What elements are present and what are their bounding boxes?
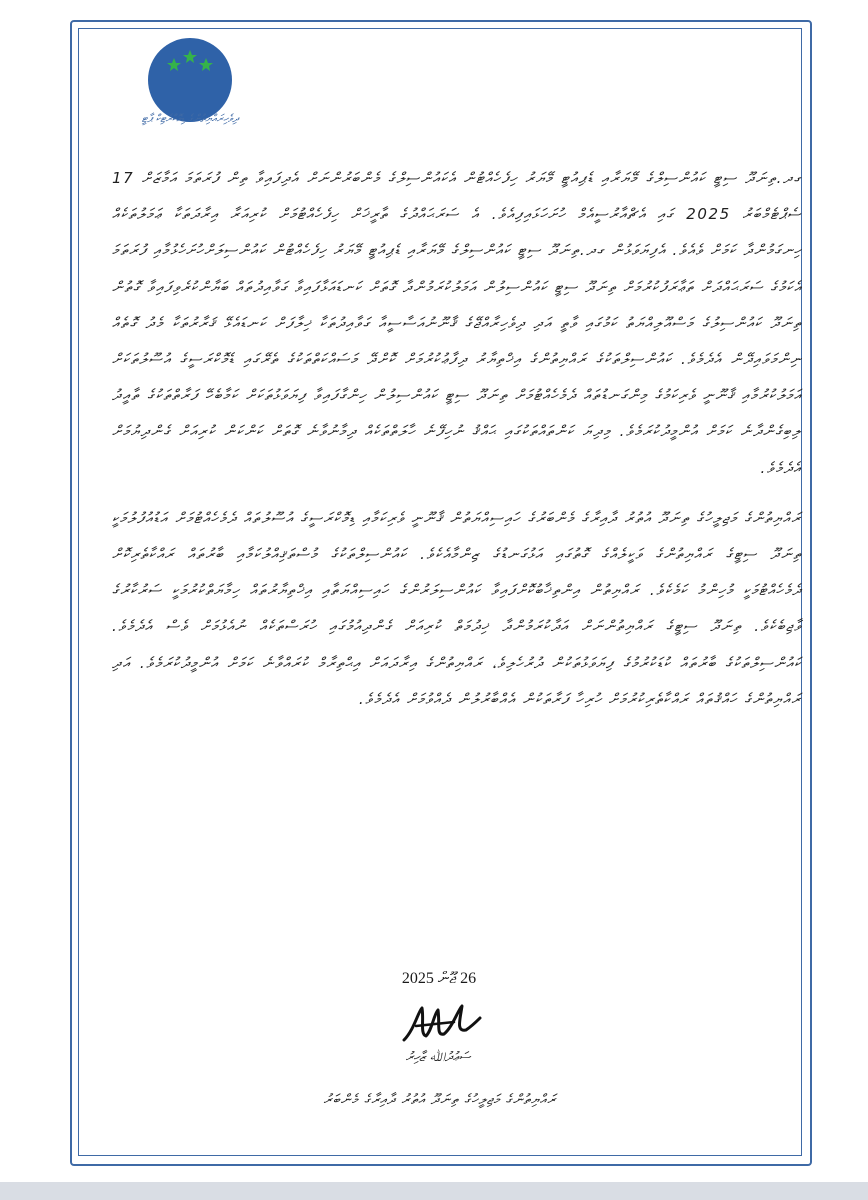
signer-title: ރައްޔިތުންގެ މަޖިލީހުގެ ތިނަދޫ އުތުރު ދާއިރާގެ މެންބަރު — [323, 1092, 557, 1108]
paragraph-2: ރައްޔިތުންގެ މަޖިލީހުގެ ތިނަދޫ އުތުރު ދާއިރާގެ މެންބަރުގެ ހައިސިއްޔަތުން ޤާނޫނީ ވެރިކަމާއި ޑިމޮކްރަސީގެ އުސޫލުތައް ދެމެހެއްޓުމަށް އަޑުއުފުލުމަކީ ތިނަދޫ ސިޓީގެ ރައްޔިތުންގެ ވަކީލެއްގެ ގޮތުގައި އަޅުގަނޑުގެ ޒިންމާއެކެވެ. ކައުންސިލްތަކުގެ މުސްތަޤިއްލުކަމާއި ބާރުތައް ރައްކާތެރިކޮށް ދެމެހެއްޓުމަކީ މުހިންމު ކަމެކެވެ. ރައްޔިތުން އިންތިޚާބުކޮށްފައިވާ ކައުންސިލަރުންގެ ހައިސިއްޔަތާއި އިޚްތިޔާރުތައް ހިމާޔަތްކުރުމަކީ ސަރުކާރުގެ ވާޖިބެކެވެ. ތިނަދޫ ސިޓީގެ ރައްޔިތުންނަށް އަދާކުރަމުންދާ ޚިދުމަތް ކުރިއަށް ގެންދިއުމުގައި ހުރަސްތަކެއް ނުއެޅުމަށް ވެސް އެދެމެވެ. ކައުންސިލްތަކުގެ ބާރުތައް ކުޑަކުރުމުގެ ފިޔަވަޅުތަކުން ދުރުހެލިވެ، ރައްޔިތުންގެ އިރާދައަށް އިޙްތިރާމް ކުރައްވާނެ ކަމަށް އުންމީދުކުރަމެވެ. އަދި ރައްޔިތުންގެ ހައްޤުތައް ރައްކާތެރިކުރުމަށް ހުރިހާ ފަރާތަކުން އެއްބާރުލުން ދެއްވުމަށް އެދެމެވެ. — [112, 508, 802, 708]
letter-body — [112, 160, 802, 725]
paragraph-1: ގދ.ތިނަދޫ ސިޓީ ކައުންސިލްގެ މޭޔަރާއި ޑެޕިއުޓީ މޭޔަރު ހިފެހެއްޓުން އެކައުންސިލްގެ މެންބަރުންނަށް އެދިފައިވާ ތިން ފުރަތަމަ އަމާޒަށް 17 ސެޕްޓެމްބަރު 2025 ގައި އެޗްއާރުސީއެމް ހުށަހަޅައިފިއެވެ. އެ ސަރަޙައްދުގެ ތާރީޚަށް ހިފެހެއްޓުމަށް ކުރިއަރާ އިރާދަތަކާ ޢަމަލުތަކެއް ހިނގަމުންދާ ކަމަށް ވެއެވެ. އެފިޔަވަޅުން ގދ.ތިނަދޫ ސިޓީ ކައުންސިލްގެ މޭޔަރާއި ޑެޕިއުޓީ މޭޔަރު ހިފެހެއްޓުން ކައުންސިލަށްހުށަހެޅުމާއި ފުރަތަމަ އެކަމުގެ ސަރަޙައްދަށް ތަޢާރަފުކުރުމަށް ތިނަދޫ ސިޓީ ކައުންސިލުން އަމަލުކުރަމުންދާ ގޮތަށް ކަނޑައަޅާފައިވާ ގަވާއިދުތައް ބަޔާންކުރެވިފައިވާ ގޮތުން ތިނަދޫ ކައުންސިލުގެ މަސްއޫލިއްޔަތު ކަމުގައި ވާތީ އަދި ދިވެހިރާއްޖޭގެ ޤާނޫނުއަސާސީއާ ގަވާއިދުތަކާ ޚިލާފަށް ކަނޑައެޅޭ ޤަރާރުތަކާ މެދު ގޮތެއް ނިންމަވައިދޭން އެދެމެވެ. ކައުންސިލްތަކުގެ ރައްޔިތުންގެ އިޚްތިޔާރު ދިފާޢުކުރުމަށް ކޮށްދޭ މަސައްކަތްތަކުގެ ތެރޭގައި ޑެމޮކްރަސީގެ އުސޫލުތަކަށް އަމަލުކުރުމާއި ޤާނޫނީ ވެރިކަމުގެ މިންގަނޑުތައް ދެމެހެއްޓުމަށް ތިނަދޫ ސިޓީ ކައުންސިލުން ހިންގާފައިވާ ފިޔަވަޅުތަކަށް ކަމާބެހޭ ފަރާތްތަކުގެ ތާއީދު ލިބިގެންދާނެ ކަމަށް އުންމީދުކުރަމެވެ. މިދިޔަ ކަންތައްތަކުގައި ޙައްޤު ނުހިފޭނެ ހާލަތްތަކެއް ދިމާނުވާނެ ގޮތަށް ކަންކަން ކުރިއަށް ގެންދިޔުމަށް އެދެމެވެ. — [112, 169, 803, 477]
handwritten-signature — [396, 1000, 486, 1048]
signer-name: ސަޢުދުﷲ ޒާހިރު — [405, 1050, 471, 1065]
letterhead-calligraphy: ދިވެހިރައްޔިތުންގެ ޑިމޮކްރެޓިކް ޕާޓީ — [141, 112, 239, 125]
letter-date: 26 ޖޫން 2025 — [401, 970, 477, 987]
scan-bottom-strip — [0, 1182, 868, 1200]
